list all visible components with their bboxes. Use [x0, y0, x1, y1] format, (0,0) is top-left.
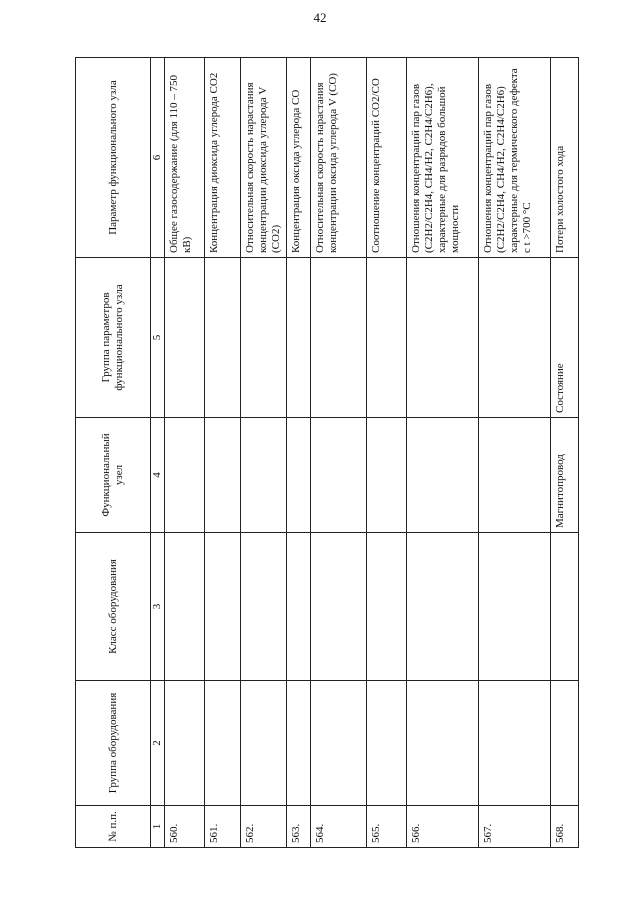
- row-number: 565.: [367, 806, 407, 848]
- cell-parameter: Концентрация диоксида углерода CO2: [205, 58, 241, 258]
- cell-parameter-group: [241, 258, 287, 418]
- cell-functional-node: [479, 418, 551, 533]
- cell-parameter: Отношения концентраций пар газов (C2H2/C2H4, CH4/H2, C2H4/C2H6), характерные для разрядов большой мощности: [407, 58, 479, 258]
- cell-equipment-class: [311, 533, 367, 681]
- cell-equipment-group: [205, 681, 241, 806]
- column-number: 3: [151, 533, 165, 681]
- cell-functional-node: [241, 418, 287, 533]
- table-header-row: [76, 58, 151, 848]
- cell-parameter-group: [407, 258, 479, 418]
- cell-equipment-class: [241, 533, 287, 681]
- cell-equipment-group: [407, 681, 479, 806]
- table-row: [241, 58, 287, 848]
- cell-parameter-group: Состояние: [551, 258, 579, 418]
- row-number: 560.: [165, 806, 205, 848]
- cell-parameter: Потери холостого хода: [551, 58, 579, 258]
- cell-parameter: Концентрация оксида углерода CO: [287, 58, 311, 258]
- cell-functional-node: [407, 418, 479, 533]
- table-row: [551, 58, 579, 848]
- cell-functional-node: [287, 418, 311, 533]
- page-number: 42: [313, 10, 327, 25]
- parameters-table: [75, 57, 579, 848]
- column-number-row: [151, 58, 165, 848]
- table-row: [479, 58, 551, 848]
- header-number: № п.п.: [76, 806, 151, 848]
- row-number: 562.: [241, 806, 287, 848]
- cell-equipment-group: [165, 681, 205, 806]
- cell-equipment-group: [479, 681, 551, 806]
- row-number: 561.: [205, 806, 241, 848]
- cell-equipment-class: [479, 533, 551, 681]
- column-number: 2: [151, 681, 165, 806]
- cell-functional-node: [367, 418, 407, 533]
- cell-equipment-class: [287, 533, 311, 681]
- table-row: [407, 58, 479, 848]
- header-parameter: Параметр функционального узла: [76, 58, 151, 258]
- column-number: 1: [151, 806, 165, 848]
- row-number: 563.: [287, 806, 311, 848]
- cell-equipment-class: [551, 533, 579, 681]
- cell-equipment-class: [407, 533, 479, 681]
- cell-functional-node: [205, 418, 241, 533]
- header-functional-node: Функциональный узел: [76, 418, 151, 533]
- table-row: [287, 58, 311, 848]
- cell-equipment-group: [241, 681, 287, 806]
- cell-parameter-group: [367, 258, 407, 418]
- table-row: [165, 58, 205, 848]
- cell-parameter-group: [311, 258, 367, 418]
- row-number: 564.: [311, 806, 367, 848]
- cell-equipment-class: [165, 533, 205, 681]
- column-number: 6: [151, 58, 165, 258]
- cell-parameter-group: [205, 258, 241, 418]
- header-equipment-group: Группа оборудования: [76, 681, 151, 806]
- cell-parameter: Относительная скорость нарастания концентрации оксида углерода V (CO): [311, 58, 367, 258]
- cell-functional-node: Магнитопровод: [551, 418, 579, 533]
- cell-equipment-class: [367, 533, 407, 681]
- table-row: [311, 58, 367, 848]
- rotated-table-frame: [75, 58, 585, 848]
- cell-functional-node: [165, 418, 205, 533]
- cell-parameter: Соотношение концентраций CO2/CO: [367, 58, 407, 258]
- row-number: 566.: [407, 806, 479, 848]
- table-row: [205, 58, 241, 848]
- cell-parameter: Общее газосодержание (для 110 – 750 кВ): [165, 58, 205, 258]
- header-parameter-group: Группа параметров функционального узла: [76, 258, 151, 418]
- cell-parameter-group: [287, 258, 311, 418]
- cell-parameter-group: [479, 258, 551, 418]
- cell-parameter: Относительная скорость нарастания концентрации диоксида углерода V (CO2): [241, 58, 287, 258]
- cell-parameter-group: [165, 258, 205, 418]
- cell-equipment-group: [551, 681, 579, 806]
- cell-equipment-group: [367, 681, 407, 806]
- row-number: 568.: [551, 806, 579, 848]
- cell-equipment-group: [287, 681, 311, 806]
- cell-parameter: Отношения концентраций пар газов (C2H2/C2H4, CH4/H2, C2H4/C2H6) характерные для термического дефекта с t >700 °C: [479, 58, 551, 258]
- table-row: [367, 58, 407, 848]
- cell-functional-node: [311, 418, 367, 533]
- row-number: 567.: [479, 806, 551, 848]
- column-number: 4: [151, 418, 165, 533]
- header-equipment-class: Класс оборудования: [76, 533, 151, 681]
- column-number: 5: [151, 258, 165, 418]
- cell-equipment-group: [311, 681, 367, 806]
- cell-equipment-class: [205, 533, 241, 681]
